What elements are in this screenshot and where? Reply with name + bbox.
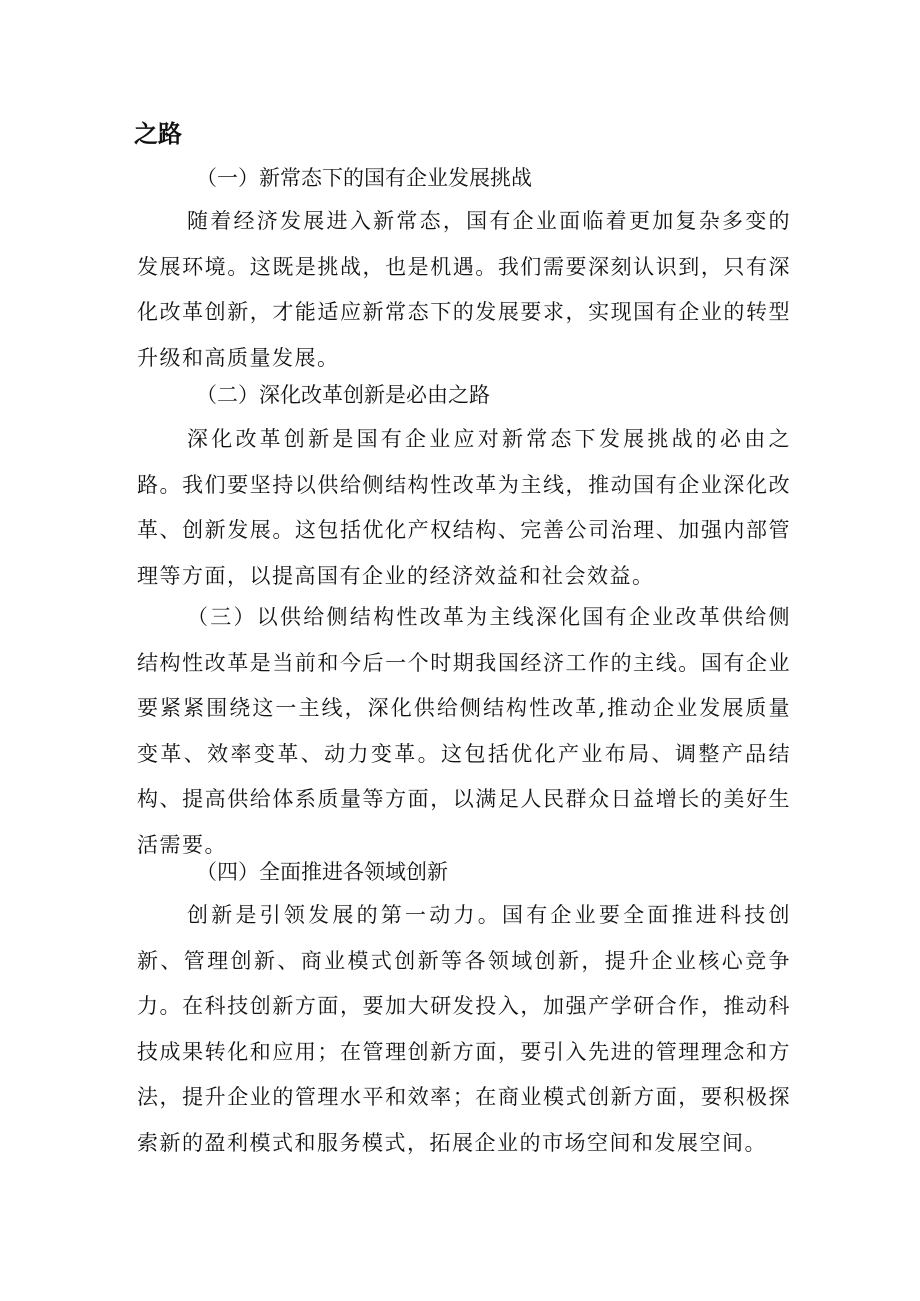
section-4-title: （四）全面推进各领域创新: [196, 860, 448, 884]
section-1-title: （一）新常态下的国有企业发展挑战: [196, 166, 532, 190]
heading-continuation: 之路: [134, 120, 182, 148]
section-4-body: 创新是引领发展的第一动力。国有企业要全面推进科技创新、管理创新、商业模式创新等各领域创新，提升企业核心竞争力。在科技创新方面，要加大研发投入，加强产学研合作，推动科技成果转化和应用；在管理创新方面，要引入先进的管理理念和方法，提升企业的管理水平和效率；在商业模式创新方面，要积极探索新的盈利模式和服务模式，拓展企业的市场空间和发展空间。: [137, 903, 791, 1155]
section-3-body: （三）以供给侧结构性改革为主线深化国有企业改革供给侧结构性改革是当前和今后一个时期我国经济工作的主线。国有企业要紧紧围绕这一主线，深化供给侧结构性改革,推动企业发展质量变革、效率变革、动力变革。这包括优化产业布局、调整产品结构、提高供给体系质量等方面，以满足人民群众日益增长的美好生活需要。: [137, 605, 791, 857]
section-1-body: 随着经济发展进入新常态，国有企业面临着更加复杂多变的发展环境。这既是挑战，也是机遇。我们需要深刻认识到，只有深化改革创新，才能适应新常态下的发展要求，实现国有企业的转型升级和高质量发展。: [137, 209, 791, 370]
section-2-title: （二）深化改革创新是必由之路: [196, 383, 490, 407]
section-2-body: 深化改革创新是国有企业应对新常态下发展挑战的必由之路。我们要坚持以供给侧结构性改革为主线，推动国有企业深化改革、创新发展。这包括优化产权结构、完善公司治理、加强内部管理等方面，以提高国有企业的经济效益和社会效益。: [137, 427, 791, 588]
